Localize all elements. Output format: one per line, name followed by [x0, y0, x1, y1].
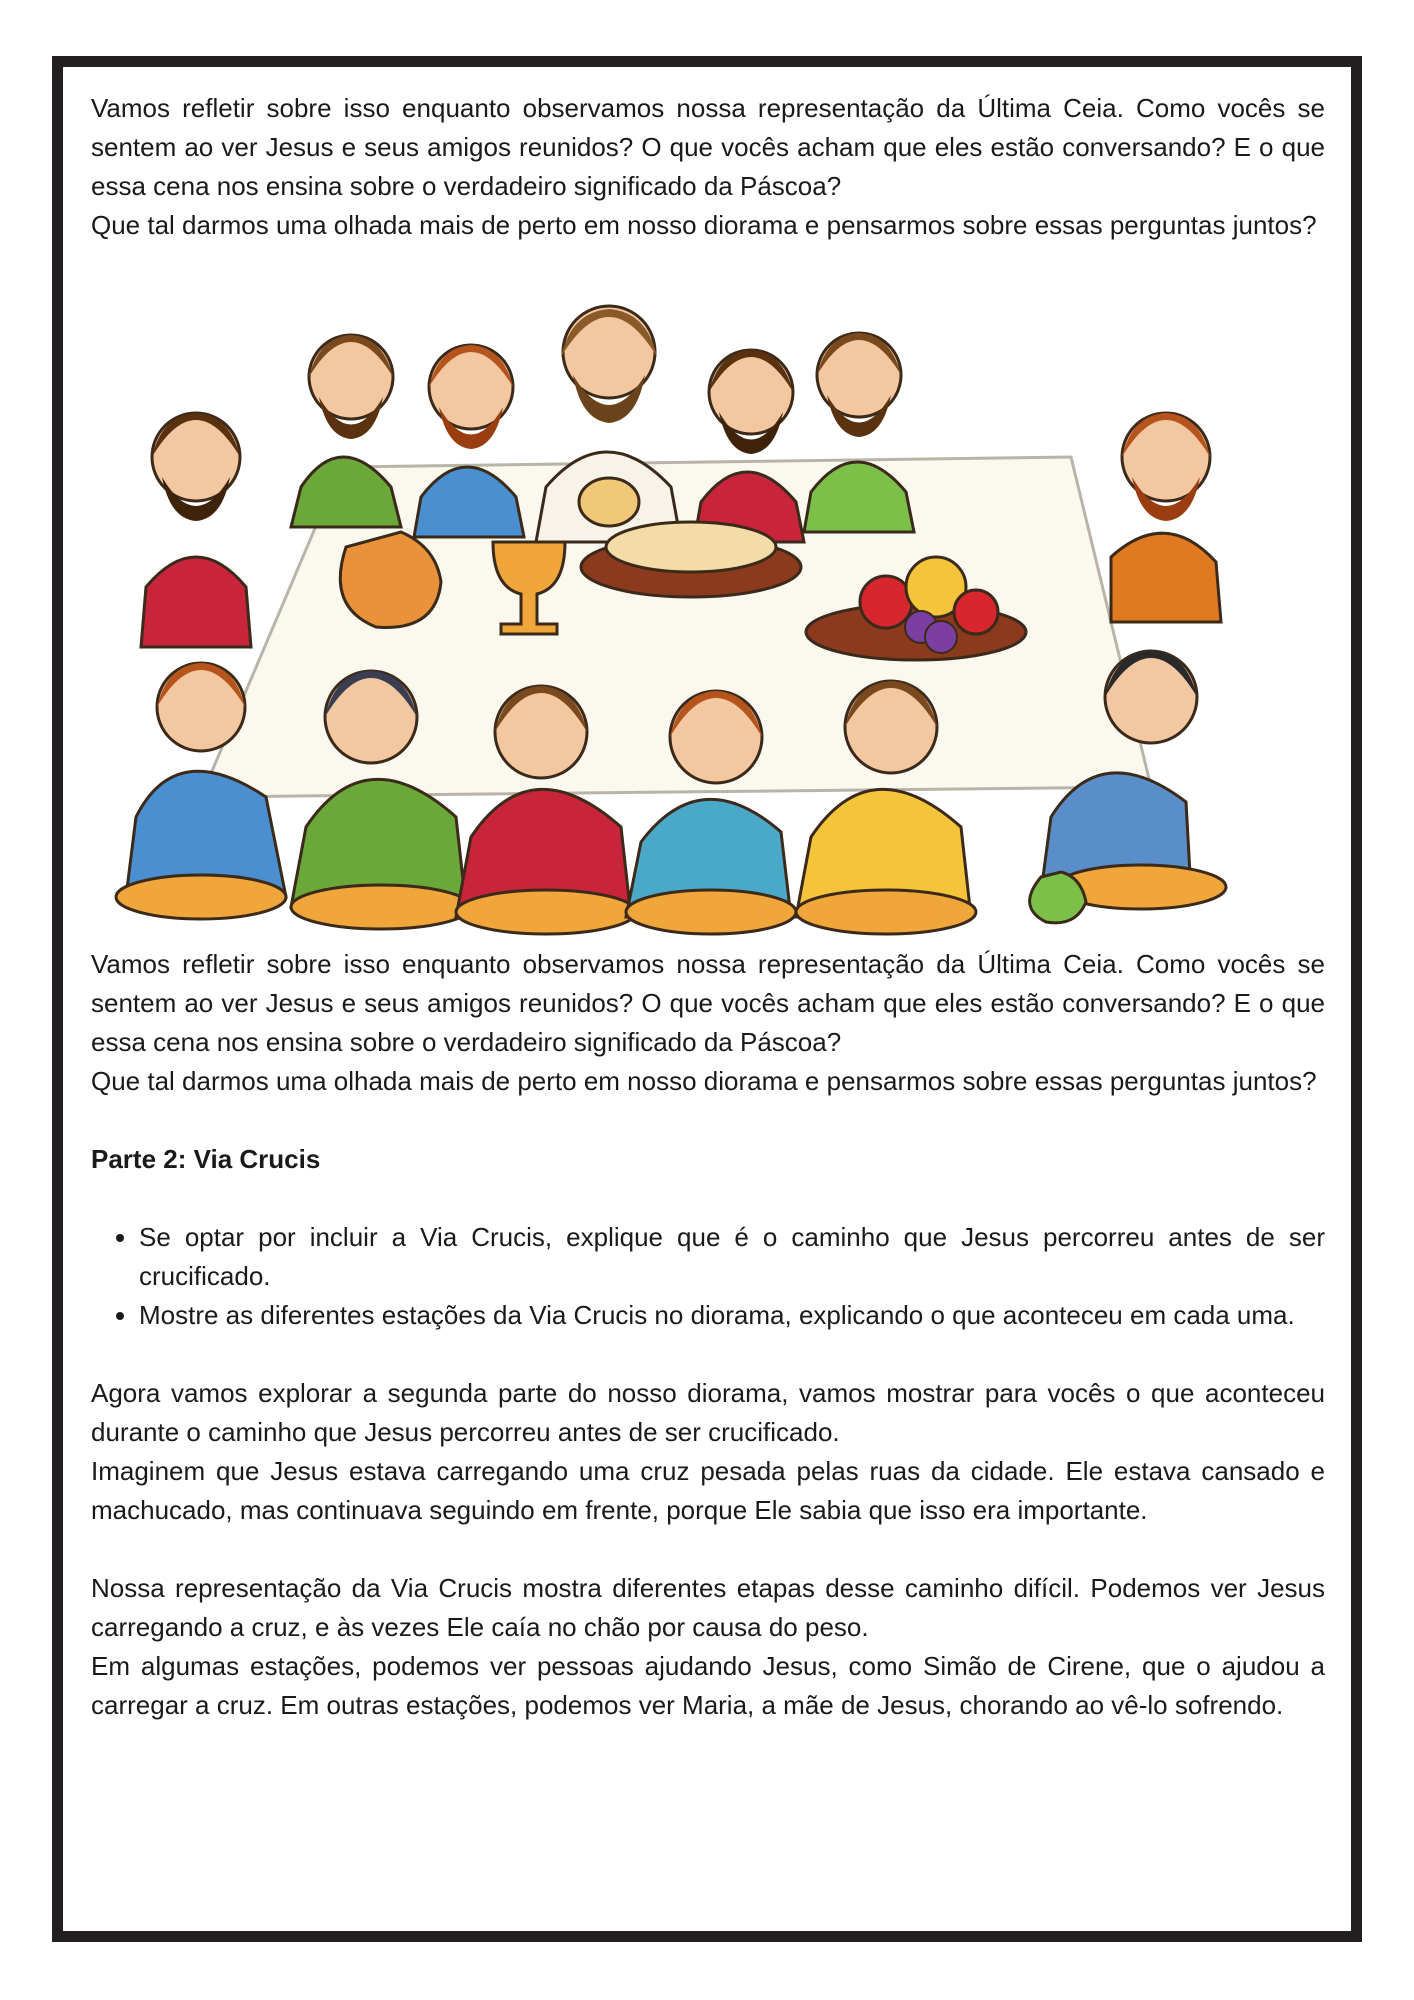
section-heading: Parte 2: Via Crucis	[91, 1144, 321, 1174]
intro-paragraph-2: Que tal darmos uma olhada mais de perto em nosso diorama e pensarmos sobre essas perguntas juntos?	[91, 210, 1317, 240]
part2-paragraph-1: Agora vamos explorar a segunda parte do nosso diorama, vamos mostrar para vocês o que aconteceu durante o caminho que Jesus percorreu antes de ser crucificado.	[91, 1378, 1325, 1447]
intro-paragraph-1: Vamos refletir sobre isso enquanto observamos nossa representação da Última Ceia. Como vocês se sentem ao ver Jesus e seus amigos reunidos? O que vocês acham que eles estão conversando? E o que essa cena nos ensina sobre o verdadeiro significado da Páscoa?	[91, 93, 1325, 201]
list-item: • Mostre as diferentes estações da Via Crucis no diorama, explicando o que aconteceu em cada uma.	[139, 1296, 1325, 1335]
part2-paragraph-2: Imaginem que Jesus estava carregando uma cruz pesada pelas ruas da cidade. Ele estava cansado e machucado, mas continuava seguindo em frente, porque Ele sabia que isso era importante.	[91, 1456, 1325, 1525]
apostle-figure	[694, 350, 804, 542]
after-image-paragraph-1: Vamos refletir sobre isso enquanto observamos nossa representação da Última Ceia. Como vocês se sentem ao ver Jesus e seus amigos reunidos? O que vocês acham que eles estão conversando? E o que essa cena nos ensina sobre o verdadeiro significado da Páscoa?	[91, 949, 1325, 1057]
part2-paragraph-4: Em algumas estações, podemos ver pessoas ajudando Jesus, como Simão de Cirene, que o ajudou a carregar a cruz. Em outras estações, podemos ver Maria, a mãe de Jesus, chorando ao vê-lo sofrendo.	[91, 1651, 1325, 1720]
spacer	[91, 1101, 1325, 1140]
apostle-figure	[291, 335, 401, 527]
apostle-figure	[1111, 413, 1221, 622]
spacer	[91, 1179, 1325, 1218]
spacer	[91, 1530, 1325, 1569]
page-frame	[52, 56, 1362, 1942]
apostle-figure	[804, 333, 914, 532]
page-content	[91, 89, 1325, 1725]
bullet-list	[91, 1218, 1325, 1335]
jesus-figure	[536, 306, 681, 542]
after-image-paragraph-2: Que tal darmos uma olhada mais de perto em nosso diorama e pensarmos sobre essas perguntas juntos?	[91, 1066, 1317, 1096]
spacer	[91, 1335, 1325, 1374]
list-item: • Se optar por incluir a Via Crucis, explique que é o caminho que Jesus percorreu antes de ser crucificado.	[139, 1218, 1325, 1296]
apostle-figure	[141, 413, 251, 647]
last-supper-illustration	[91, 257, 1325, 937]
part2-paragraph-3: Nossa representação da Via Crucis mostra diferentes etapas desse caminho difícil. Podemos ver Jesus carregando a cruz, e às vezes Ele caía no chão por causa do peso.	[91, 1573, 1325, 1642]
apostle-figure	[414, 345, 524, 537]
